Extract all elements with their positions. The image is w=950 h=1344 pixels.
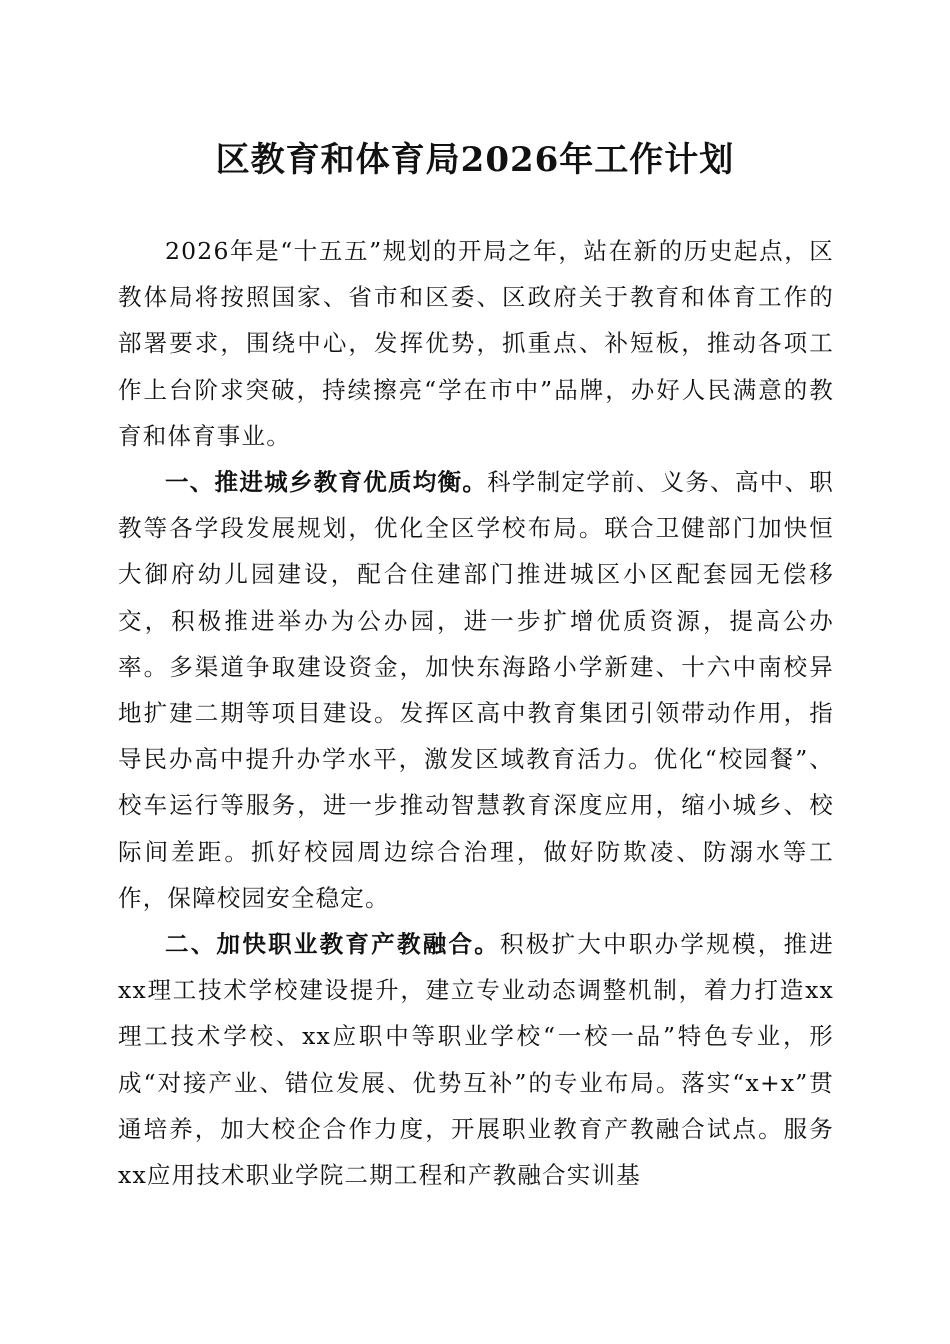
document-title: 区教育和体育局2026年工作计划 xyxy=(215,140,735,180)
section-2-heading: 二、加快职业教育产教融合。 xyxy=(165,930,501,959)
section-1-text: 科学制定学前、义务、高中、职教等各学段发展规划，优化全区学校布局。联合卫健部门加快恒大御府幼儿园建设，配合住建部门推进城区小区配套园无偿移交，积极推进举办为公办园，进一步扩增优质资源，提高公办率。多渠道争取建设资金，加快东海路小学新建、十六中南校异地扩建二期等项目建设。发挥区高中教育集团引领带动作用，指导民办高中提升办学水平，激发区域教育活力。优化“校园餐”、校车运行等服务，进一步推动智慧教育深度应用，缩小城乡、校际间差距。抓好校园周边综合治理，做好防欺凌、防溺水等工作，保障校园安全稳定。 xyxy=(118,468,834,912)
paragraph-intro xyxy=(118,228,834,459)
paragraph-section-2 xyxy=(118,921,834,1198)
section-1-heading: 一、推进城乡教育优质均衡。 xyxy=(165,468,488,497)
paragraph-intro-text: 2026年是“十五五”规划的开局之年，站在新的历史起点，区教体局将按照国家、省市和区委、区政府关于教育和体育工作的部署要求，围绕中心，发挥优势，抓重点、补短板，推动各项工作上台阶求突破，持续擦亮“学在市中”品牌，办好人民满意的教育和体育事业。 xyxy=(118,237,834,450)
paragraph-section-1 xyxy=(118,459,834,921)
section-2-text: 积极扩大中职办学规模，推进xx理工技术学校建设提升，建立专业动态调整机制，着力打造xx理工技术学校、xx应职中等职业学校“一校一品”特色专业，形成“对接产业、错位发展、优势互补”的专业布局。落实“x+x”贯通培养，加大校企合作力度，开展职业教育产教融合试点。服务xx应用技术职业学院二期工程和产教融合实训基 xyxy=(118,930,834,1190)
document-body xyxy=(118,228,834,1198)
